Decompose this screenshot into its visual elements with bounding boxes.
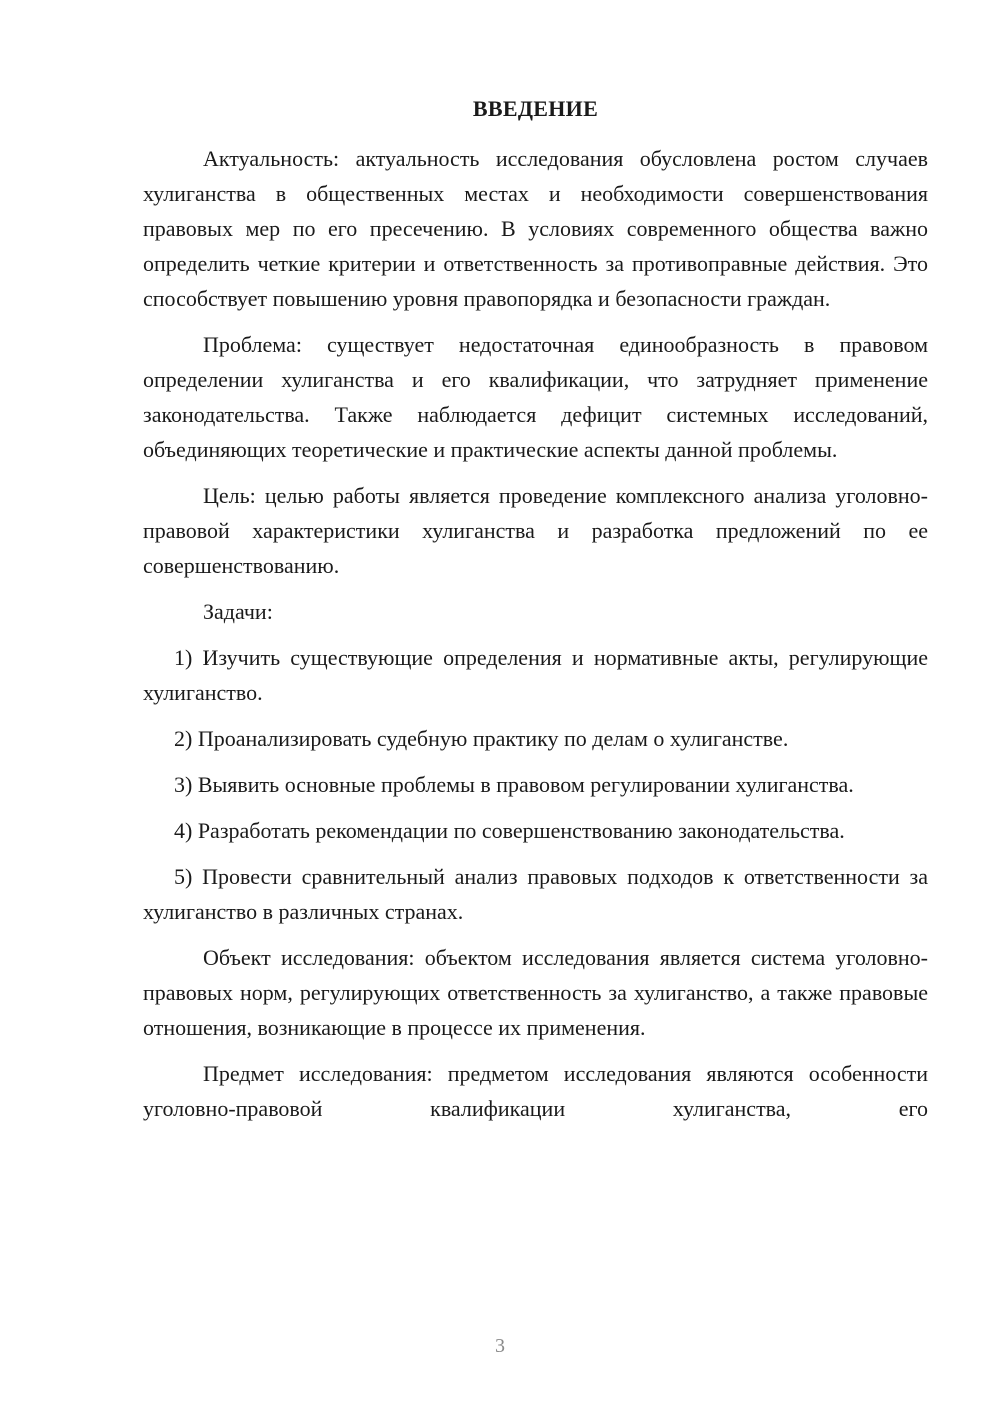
task-item: 5) Провести сравнительный анализ правовых подходов к ответственности за хулиганство в различных странах. (143, 864, 928, 924)
paragraph-object: Объект исследования: объектом исследования является система уголовно-правовых норм, регулирующих ответственность за хулиганство, а также правовые отношения, возникающие в процессе их применения. (143, 945, 928, 1040)
task-item: 2) Проанализировать судебную практику по делам о хулиганстве. (174, 726, 789, 751)
paragraph-problem: Проблема: существует недостаточная единообразность в правовом определении хулиганства и его квалификации, что затрудняет применение законодательства. Также наблюдается дефицит системных исследований, объединяющих теоретические и практические аспекты данной проблемы. (143, 332, 928, 462)
paragraph-relevance: Актуальность: актуальность исследования обусловлена ростом случаев хулиганства в общественных местах и необходимости совершенствования правовых мер по его пресечению. В условиях современного общества важно определить четкие критерии и ответственность за противоправные действия. Это способствует повышению уровня правопорядка и безопасности граждан. (143, 146, 928, 311)
section-title: ВВЕДЕНИЕ (472, 96, 599, 121)
document-body (143, 141, 928, 1137)
paragraph-tasks-heading: Задачи: (203, 599, 273, 624)
paragraph-goal: Цель: целью работы является проведение комплексного анализа уголовно-правовой характеристики хулиганства и разработка предложений по ее совершенствованию. (143, 483, 928, 578)
paragraph-subject: Предмет исследования: предметом исследования являются особенности уголовно-правовой квалификации хулиганства, его (143, 1061, 928, 1121)
task-item: 4) Разработать рекомендации по совершенствованию законодательства. (174, 818, 845, 843)
task-item: 1) Изучить существующие определения и нормативные акты, регулирующие хулиганство. (143, 645, 928, 705)
task-item: 3) Выявить основные проблемы в правовом регулировании хулиганства. (174, 772, 854, 797)
page-number: 3 (495, 1335, 505, 1357)
